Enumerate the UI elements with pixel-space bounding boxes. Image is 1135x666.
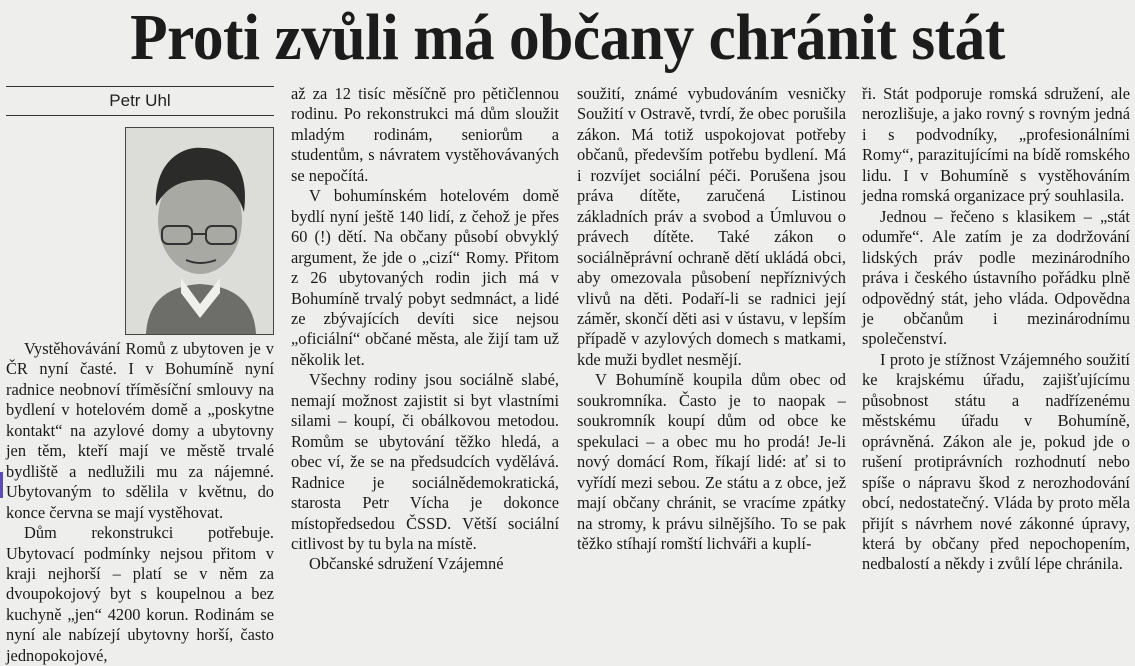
byline-box xyxy=(6,86,274,116)
author-byline: Petr Uhl xyxy=(109,91,171,110)
paragraph: až za 12 tisíc měsíčně pro pětičlennou rodinu. Po rekonstrukci má dům sloužit mladým rodinám, seniorům a studentům, s návratem vystěhovávaných se nepočítá. xyxy=(291,84,559,185)
paragraph: I proto je stížnost Vzájemného soužití ke krajskému úřadu, zajišťujícímu působnost státu a nadřízenému městskému úřadu v Bohumíně, oprávněná. Zákon ale je, pokud jde o rušení protiprávních rozhodnutí nebo spíše o nápravu škod z nerozhodování obcí, nedostatečný. Vláda by proto měla přijít s návrhem nové zákonné úpravy, která by občany před nepochopením, nedbalostí a někdy i zvůlí lépe chránila. xyxy=(862,349,1130,574)
column-1 xyxy=(6,123,274,665)
column-3 xyxy=(577,84,846,609)
column-4 xyxy=(862,84,1130,609)
author-portrait-icon xyxy=(125,127,274,335)
paragraph: Jednou – řečeno s klasikem – „stát odumře“. Ale zatím je za dodržování lidských práv podle mezinárodního práva i českého ústavního pořádku plně odpovědný stát, jeho vláda. Odpovědna je občanům i mezinárodnímu společenství. xyxy=(862,206,1130,349)
paragraph: Všechny rodiny jsou sociálně slabé, nemají možnost zajistit si byt vlastními silami – koupí, či obálkovou metodou. Romům se ubytování těžko hledá, a obec ví, že se na předsudcích vydělává. Radnice je sociálnědemokratická, starosta Petr Vícha je dokonce místopředsedou ČSSD. Větší sociální citlivost by tu byla na místě. xyxy=(291,370,559,553)
paragraph: Vystěhovávání Romů z ubytoven je v ČR nyní časté. I v Bohumíně nyní radnice neobnoví tříměsíční smlouvy na bydlení v hotelovém domě a „poskytne kontakt“ na azylové domy a ubytovny jen těm, kteří mají ve městě trvalé bydliště a nedlužili mu za nájemné. Ubytovaným to sdělila v květnu, do konce června se mají vystěhovat. xyxy=(6,339,274,522)
article-headline: Proti zvůli má občany chránit stát xyxy=(130,1,1005,74)
paragraph: V Bohumíně koupila dům obec od soukromníka. Často je to naopak – soukromník koupí dům od obce ke spekulaci – a obec mu ho prodá! Je-li nový domácí Rom, říkají lidé: ať si to vyřídí mezi sebou. Ze státu a z obce, jež mají občany chránit, se vracíme zpátky na stromy, k právu silnějšího. To se pak těžko stíhají romští lichváři a kuplí- xyxy=(577,370,846,553)
paragraph: soužití, známé vybudováním vesničky Soužití v Ostravě, tvrdí, že obec porušila zákon. Má totiž uspokojovat potřeby občanů, především potřebu bydlení. Má i rozvíjet sociální péči. Porušena jsou práva dítěte, zaručená Listinou základních práv a svobod a Úmluvou o právech dítěte. Také zákon o sociálněprávní ochraně dětí ukládá obci, aby omezovala působení nepříznivých vlivů na děti. Podaří-li se radnici její záměr, skončí děti asi v ústavu, v lepším případě v azylových domech s matkami, kde muži bydlet nesmějí. xyxy=(577,84,846,369)
paragraph: Dům rekonstrukci potřebuje. Ubytovací podmínky nejsou přitom v kraji nejhorší – platí se v něm za dvoupokojový byt s koupelnou a bez kuchyně „jen“ 4200 korun. Rodinám se nyní ale nabízejí ubytovny horší, často jednopokojové, xyxy=(6,523,274,665)
margin-marker xyxy=(0,472,3,498)
paragraph: Občanské sdružení Vzájemné xyxy=(309,554,504,574)
paragraph: ři. Stát podporuje romská sdružení, ale nerozlišuje, a jako rovný s rovným jedná i s podvodníky, „profesionálními Romy“, parazitujícími na bídě romského lidu. I v Bohumíně s vystěhováním jedna romská organizace prý souhlasila. xyxy=(862,84,1130,206)
column-2 xyxy=(291,84,559,609)
paragraph: V bohumínském hotelovém domě bydlí nyní ještě 140 lidí, z čehož je přes 60 (!) dětí. Na občany působí obvyklý argument, že jde o „cizí“ Romy. Přitom z 26 ubytovaných rodin jich má v Bohumíně trvalý pobyt sedmnáct, a lidé ze zbývajících devíti sice nejsou „oficiální“ občané města, ale žijí tam už několik let. xyxy=(291,186,559,369)
